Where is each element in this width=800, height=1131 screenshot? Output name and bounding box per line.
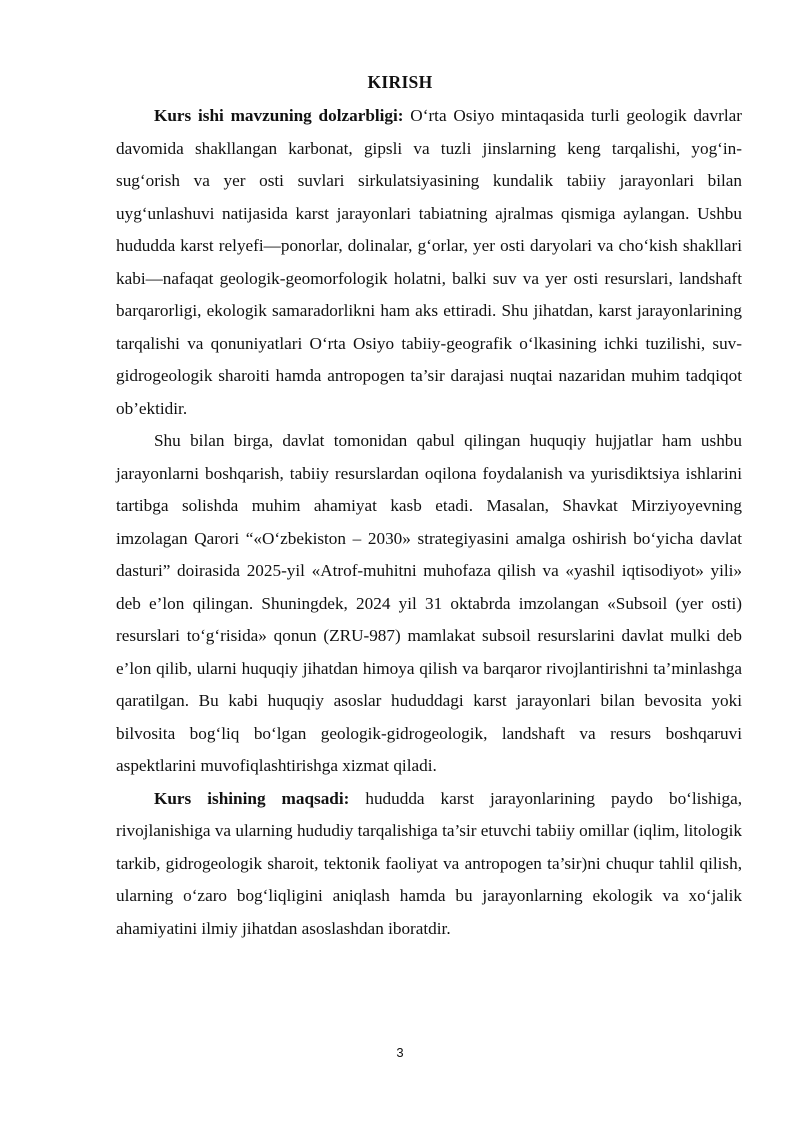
section-heading: KIRISH (367, 72, 433, 92)
paragraph-lead-goal: Kurs ishining maqsadi: (154, 788, 350, 808)
paragraph-relevance (116, 100, 742, 425)
paragraph-legal-basis (116, 425, 742, 783)
body-text (116, 100, 742, 945)
paragraph-lead-relevance: Kurs ishi mavzuning dolzarbligi: (154, 106, 404, 125)
paragraph-text-relevance: O‘rta Osiyo mintaqasida turli geologik davrlar davomida shakllangan karbonat, gipsli va tuzli jinslarning keng tarqalishi, yog‘in-sug‘orish va yer osti suvlari sirkulatsiyasining kundalik tabiiy jarayonlari bilan uyg‘unlashuvi natijasida karst jarayonlari tabiatning ajralmas qismiga aylangan. Ushbu hududda karst relyefi—ponorlar, dolinalar, g‘orlar, yer osti daryolari va cho‘kish shakllari kabi—nafaqat geologik-geomorfologik holatni, balki suv va yer osti resurslari, landshaft barqarorligi, ekologik samaradorlikni ham aks ettiradi. Shu jihatdan, karst jarayonlarining tarqalishi va qonuniyatlari O‘rta Osiyo tabiiy-geografik o‘lkasining ichki tuzilishi, suv-gidrogeologik sharoiti hamda antropogen ta’sir darajasi nuqtai nazaridan muhim tadqiqot ob’ektidir. (116, 106, 743, 418)
paragraph-text-goal: hududda karst jarayonlarining paydo bo‘lishiga, rivojlanishiga va ularning hududiy tarqalishiga ta’sir etuvchi tabiiy omillar (iqlim, litologik tarkib, gidrogeologik sharoit, tektonik faoliyat va antropogen ta’sir)ni chuqur tahlil qilish, ularning o‘zaro bog‘liqligini aniqlash hamda bu jarayonlarning ekologik va xo‘jalik ahamiyatini ilmiy jihatdan asoslashdan iboratdir. (116, 788, 743, 938)
paragraph-goal (116, 783, 742, 946)
page-number: 3 (396, 1045, 404, 1060)
paragraph-text-legal-basis: Shu bilan birga, davlat tomonidan qabul qilingan huquqiy hujjatlar ham ushbu jarayonlarni boshqarish, tabiiy resurslardan oqilona foydalanish va yurisdiktsiya ishlarini tartibga solishda muhim ahamiyat kasb etadi. Masalan, Shavkat Mirziyoyevning imzolagan Qarori “«O‘zbekiston – 2030» strategiyasini amalga oshirish bo‘yicha davlat dasturi” doirasida 2025-yil «Atrof-muhitni muhofaza qilish va «yashil iqtisodiyot» yili» deb e’lon qilingan. Shuningdek, 2024 yil 31 oktabrda imzolangan «Subsoil (yer osti) resurslari to‘g‘risida» qonun (ZRU-987) mamlakat subsoil resurslarini davlat mulki deb e’lon qilib, ularni huquqiy jihatdan himoya qilish va barqaror rivojlantirishni ta’minlashga qaratilgan. Bu kabi huquqiy asoslar hududdagi karst jarayonlari bilan bevosita yoki bilvosita bog‘liq bo‘lgan geologik-gidrogeologik, landshaft va resurs boshqaruvi aspektlarini muvofiqlashtirishga xizmat qiladi. (116, 431, 742, 775)
